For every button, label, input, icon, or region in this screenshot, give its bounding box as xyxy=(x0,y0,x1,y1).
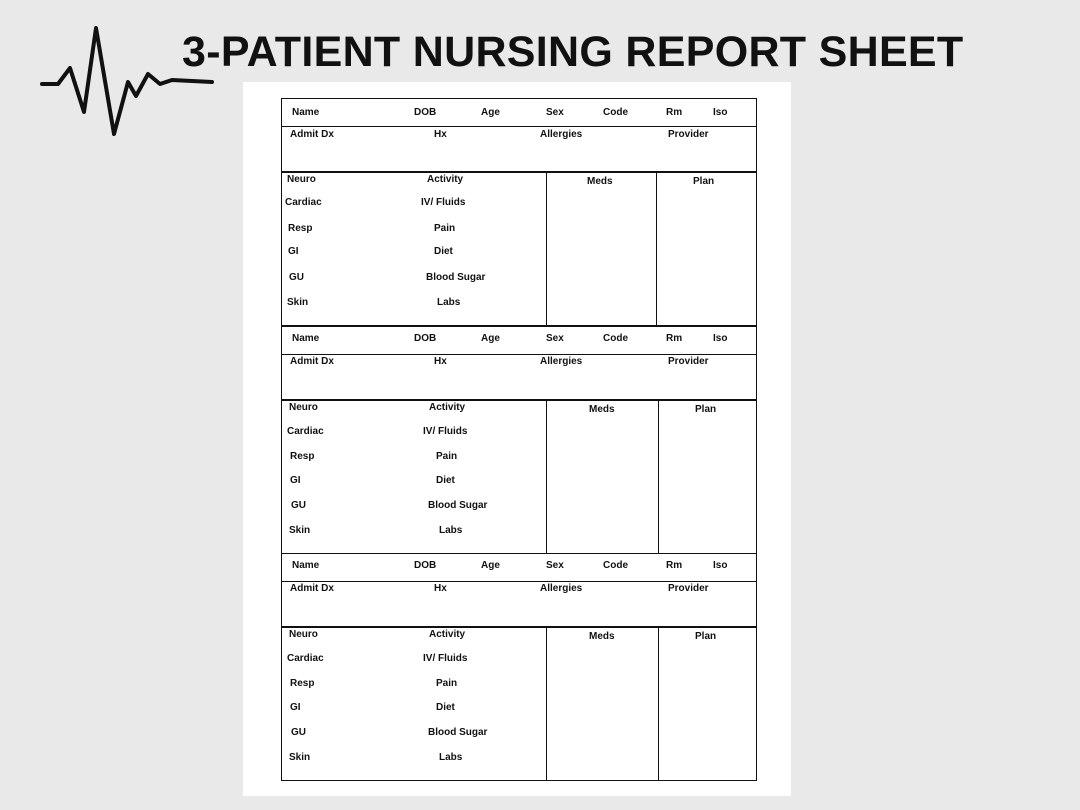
history-row xyxy=(281,581,757,627)
neuro-label: Neuro xyxy=(289,402,318,413)
dob-label: DOB xyxy=(414,107,437,118)
skin-label: Skin xyxy=(289,525,311,536)
assessment-row xyxy=(281,172,757,326)
gi-label: GI xyxy=(288,246,299,257)
demographics-row xyxy=(281,326,757,355)
age-label: Age xyxy=(481,560,500,571)
blood-sugar-label: Blood Sugar xyxy=(428,500,488,511)
name-label: Name xyxy=(292,560,320,571)
name-label: Name xyxy=(292,107,320,118)
skin-label: Skin xyxy=(289,752,311,763)
neuro-label: Neuro xyxy=(287,174,316,185)
labs-label: Labs xyxy=(439,525,463,536)
hx-label: Hx xyxy=(434,583,447,594)
dob-label: DOB xyxy=(414,333,437,344)
diet-label: Diet xyxy=(434,246,453,257)
blood-sugar-label: Blood Sugar xyxy=(428,727,488,738)
age-label: Age xyxy=(481,333,500,344)
sex-label: Sex xyxy=(546,333,564,344)
blood-sugar-label: Blood Sugar xyxy=(426,272,486,283)
cardiac-label: Cardiac xyxy=(285,197,322,208)
gu-label: GU xyxy=(291,727,306,738)
resp-label: Resp xyxy=(290,451,315,462)
page-title: 3-PATIENT NURSING REPORT SHEET xyxy=(182,28,964,76)
code-label: Code xyxy=(603,333,628,344)
provider-label: Provider xyxy=(668,356,709,367)
allergies-label: Allergies xyxy=(540,129,583,140)
gi-label: GI xyxy=(290,475,301,486)
cardiac-label: Cardiac xyxy=(287,426,324,437)
code-label: Code xyxy=(603,560,628,571)
labs-label: Labs xyxy=(439,752,463,763)
plan-divider xyxy=(658,401,659,553)
demographics-row xyxy=(281,98,757,127)
history-row xyxy=(281,354,757,400)
skin-label: Skin xyxy=(287,297,309,308)
provider-label: Provider xyxy=(668,583,709,594)
diet-label: Diet xyxy=(436,702,455,713)
activity-label: Activity xyxy=(429,402,466,413)
allergies-label: Allergies xyxy=(540,583,583,594)
allergies-label: Allergies xyxy=(540,356,583,367)
sex-label: Sex xyxy=(546,560,564,571)
code-label: Code xyxy=(603,107,628,118)
assessment-row xyxy=(281,627,757,781)
gu-label: GU xyxy=(289,272,304,283)
activity-label: Activity xyxy=(429,629,466,640)
meds-divider xyxy=(546,628,547,780)
pain-label: Pain xyxy=(436,678,458,689)
rm-label: Rm xyxy=(666,560,683,571)
demographics-row xyxy=(281,553,757,582)
provider-label: Provider xyxy=(668,129,709,140)
age-label: Age xyxy=(481,107,500,118)
plan-divider xyxy=(656,173,657,325)
iso-label: Iso xyxy=(713,107,728,118)
sex-label: Sex xyxy=(546,107,564,118)
plan-label: Plan xyxy=(695,631,717,642)
pain-label: Pain xyxy=(436,451,458,462)
report-sheet xyxy=(243,82,791,796)
gi-label: GI xyxy=(290,702,301,713)
dob-label: DOB xyxy=(414,560,437,571)
resp-label: Resp xyxy=(288,223,313,234)
labs-label: Labs xyxy=(437,297,461,308)
resp-label: Resp xyxy=(290,678,315,689)
neuro-label: Neuro xyxy=(289,629,318,640)
rm-label: Rm xyxy=(666,107,683,118)
assessment-row xyxy=(281,400,757,554)
iso-label: Iso xyxy=(713,560,728,571)
meds-label: Meds xyxy=(589,404,615,415)
meds-divider xyxy=(546,173,547,325)
diet-label: Diet xyxy=(436,475,455,486)
cardiac-label: Cardiac xyxy=(287,653,324,664)
plan-divider xyxy=(658,628,659,780)
iv-fluids-label: IV/ Fluids xyxy=(423,426,468,437)
plan-label: Plan xyxy=(693,176,715,187)
admit-dx-label: Admit Dx xyxy=(290,356,334,367)
history-row xyxy=(281,126,757,172)
pain-label: Pain xyxy=(434,223,456,234)
iso-label: Iso xyxy=(713,333,728,344)
admit-dx-label: Admit Dx xyxy=(290,583,334,594)
meds-label: Meds xyxy=(587,176,613,187)
hx-label: Hx xyxy=(434,356,447,367)
iv-fluids-label: IV/ Fluids xyxy=(421,197,466,208)
rm-label: Rm xyxy=(666,333,683,344)
meds-label: Meds xyxy=(589,631,615,642)
iv-fluids-label: IV/ Fluids xyxy=(423,653,468,664)
activity-label: Activity xyxy=(427,174,464,185)
hx-label: Hx xyxy=(434,129,447,140)
gu-label: GU xyxy=(291,500,306,511)
admit-dx-label: Admit Dx xyxy=(290,129,334,140)
plan-label: Plan xyxy=(695,404,717,415)
name-label: Name xyxy=(292,333,320,344)
meds-divider xyxy=(546,401,547,553)
